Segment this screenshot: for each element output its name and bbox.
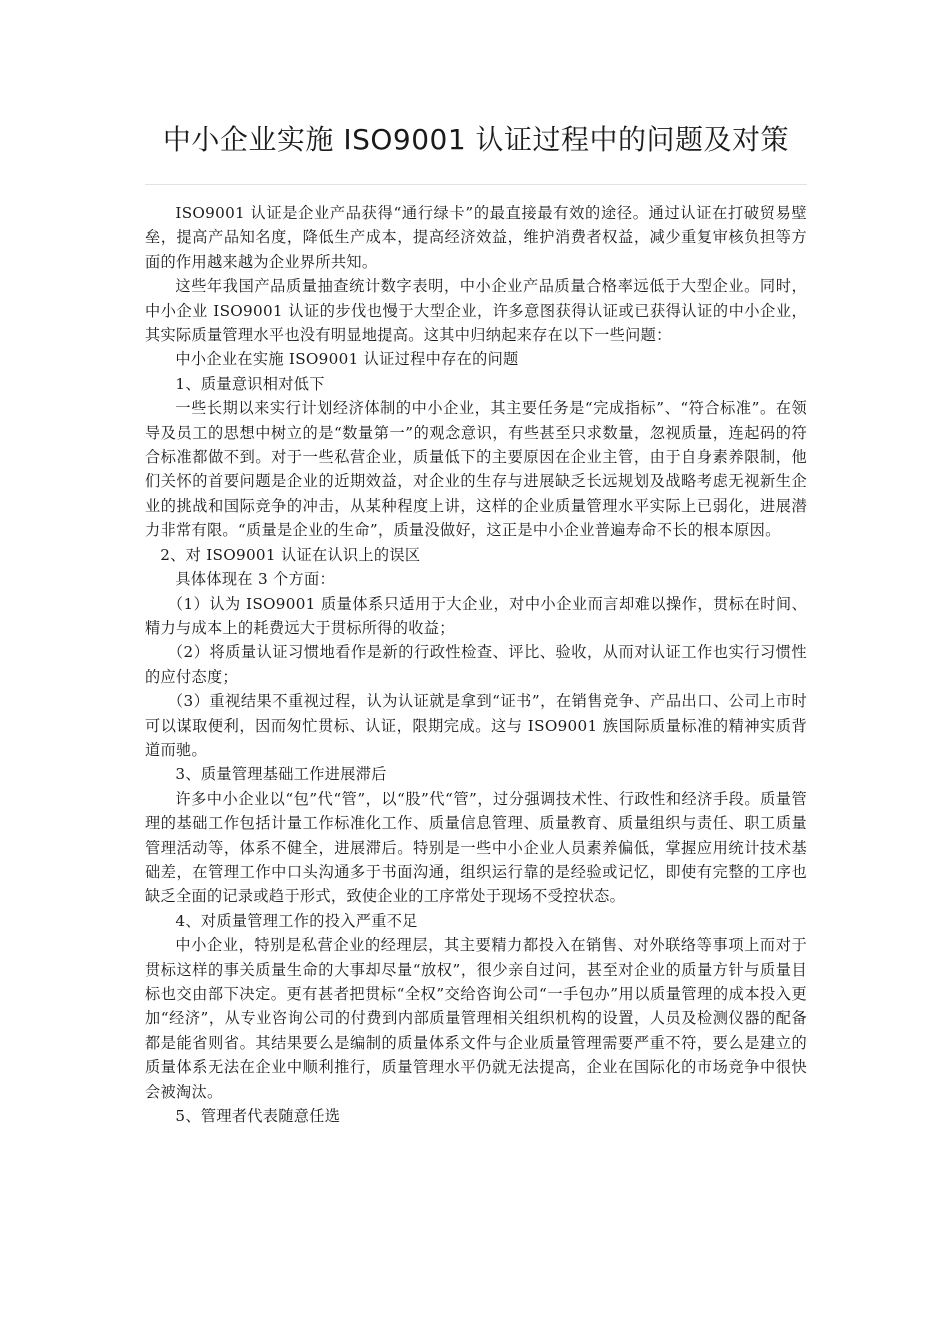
section-heading-problems: 中小企业在实施 ISO9001 认证过程中存在的问题 xyxy=(175,350,519,369)
heading-item-2: 2、对 ISO9001 认证在认识上的误区 xyxy=(160,545,421,564)
heading-item-5: 5、管理者代表随意任选 xyxy=(175,1107,341,1126)
list-item-2-1: （1）认为 ISO9001 质量体系只适用于大企业，对中小企业而言却难以操作，贯标在时间、精力与成本上的耗费远大于贯标所得的收益； xyxy=(145,594,807,637)
heading-item-1: 1、质量意识相对低下 xyxy=(175,374,325,393)
paragraph-item-3: 许多中小企业以“包”代“管”，以“股”代“管”，过分强调技术性、行政性和经济手段。质量管理的基础工作包括计量工作标准化工作、质量信息管理、质量教育、质量组织与责任、职工质量管理活动等，体系不健全，进展滞后。特别是一些中小企业人员素养偏低，掌握应用统计技术基础差，在管理工作中口头沟通多于书面沟通，组织运行靠的是经验或记忆，即使有完整的工序也缺乏全面的记录或趋于形式，致使企业的工序常处于现场不受控状态。 xyxy=(145,789,807,906)
list-item-2-2: （2）将质量认证习惯地看作是新的行政性检查、评比、验收，从而对认证工作也实行习惯性的应付态度； xyxy=(145,643,807,686)
heading-item-3: 3、质量管理基础工作进展滞后 xyxy=(175,765,387,784)
document-page xyxy=(145,120,807,1128)
paragraph-intro: ISO9001 认证是企业产品获得“通行绿卡”的最直接最有效的途径。通过认证在打破贸易壁垒，提高产品知名度，降低生产成本，提高经济效益，维护消费者权益，减少重复审核负担等方面的作用越来越为企业界所共知。 xyxy=(145,204,807,271)
paragraph-statistics: 这些年我国产品质量抽查统计数字表明，中小企业产品质量合格率远低于大型企业。同时，中小企业 ISO9001 认证的步伐也慢于大型企业，许多意图获得认证或已获得认证的中小企业，其实际质量管理水平也没有明显地提高。这其中归纳起来存在以下一些问题： xyxy=(145,277,807,345)
paragraph-item-4: 中小企业，特别是私营企业的经理层，其主要精力都投入在销售、对外联络等事项上而对于贯标这样的事关质量生命的大事却尽量“放权”，很少亲自过问，甚至对企业的质量方针与质量目标也交由部下决定。更有甚者把贯标“全权”交给咨询公司“一手包办”用以质量管理的成本投入更加“经济”，从专业咨询公司的付费到内部质量管理相关组织机构的设置，人员及检测仪器的配备都是能省则省。其结果要么是编制的质量体系文件与企业质量管理需要严重不符，要么是建立的质量体系无法在企业中顺利推行，质量管理水平仍就无法提高，企业在国际化的市场竞争中很快会被淘汰。 xyxy=(145,936,807,1101)
heading-item-4: 4、对质量管理工作的投入严重不足 xyxy=(175,911,418,930)
title-divider xyxy=(145,184,807,185)
document-body xyxy=(145,201,807,1128)
paragraph-item-2-intro: 具体体现在 3 个方面： xyxy=(175,570,335,589)
document-title: 中小企业实施 ISO9001 认证过程中的问题及对策 xyxy=(162,123,790,156)
list-item-2-3: （3）重视结果不重视过程，认为认证就是拿到“证书”，在销售竞争、产品出口、公司上市时可以谋取便利，因而匆忙贯标、认证，限期完成。这与 ISO9001 族国际质量标准的精神实质背道而驰。 xyxy=(145,692,807,759)
paragraph-item-1: 一些长期以来实行计划经济体制的中小企业，其主要任务是“完成指标”、“符合标准”。在领导及员工的思想中树立的是“数量第一”的观念意识，有些甚至只求数量，忽视质量，连起码的符合标准都做不到。对于一些私营企业，质量低下的主要原因在企业主管，由于自身素养限制，他们关怀的首要问题是企业的近期效益，对企业的生存与进展缺乏长远规划及战略考虑无视新生企业的挑战和国际竞争的冲击，从某种程度上讲，这样的企业质量管理水平实际上已弱化，进展潜力非常有限。“质量是企业的生命”，质量没做好，这正是中小企业普遍寿命不长的根本原因。 xyxy=(145,399,807,540)
